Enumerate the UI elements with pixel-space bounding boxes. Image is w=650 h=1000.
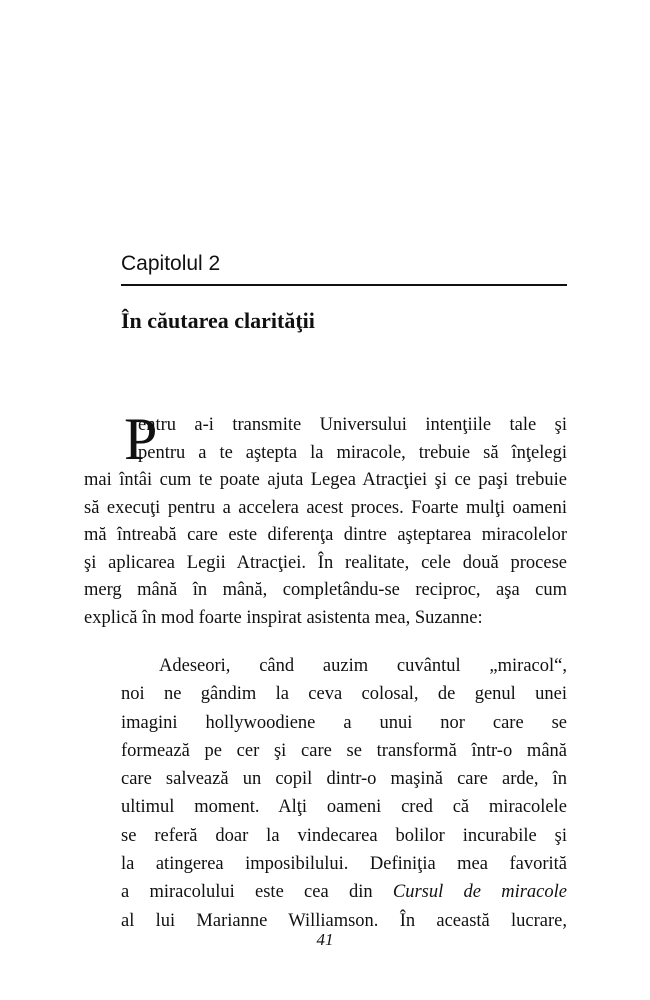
quote-line: ultimul moment. Alţi oameni cred că miracolele bbox=[121, 797, 567, 818]
intro-paragraph bbox=[84, 406, 567, 632]
page-number: 41 bbox=[316, 930, 334, 949]
quote-line: se referă doar la vindecarea bolilor incurabile şi bbox=[121, 825, 567, 846]
paragraph-line: entru a-i transmite Universului intenţiile tale şi bbox=[138, 415, 567, 435]
quote-line: al lui Marianne Williamson. În această lucrare, bbox=[121, 910, 567, 931]
quote-text: a miracolului este cea din bbox=[121, 882, 393, 903]
chapter-divider bbox=[121, 284, 567, 286]
paragraph-line: să execuţi pentru a accelera acest proces. Foarte mulţi oameni bbox=[84, 497, 567, 518]
quote-line: Adeseori, când auzim cuvântul „miracol“, bbox=[159, 656, 567, 676]
drop-cap: P bbox=[124, 406, 158, 472]
paragraph-line: pentru a te aştepta la miracole, trebuie să înţelegi bbox=[138, 442, 567, 463]
quote-line: care salvează un copil dintr-o maşină care arde, în bbox=[121, 769, 567, 790]
quote-line: imagini hollywoodiene a unui nor care se bbox=[121, 712, 567, 733]
chapter-title: În căutarea clarităţii bbox=[121, 308, 315, 333]
block-quote bbox=[121, 652, 567, 935]
quote-line: noi ne gândim la ceva colosal, de genul unei bbox=[121, 684, 567, 705]
paragraph-line: şi aplicarea Legii Atracţiei. În realitate, cele două procese bbox=[84, 552, 567, 573]
book-title: Cursul de miracole bbox=[392, 882, 567, 903]
paragraph-line: merg mână în mână, completându-se reciproc, aşa cum bbox=[84, 580, 567, 600]
paragraph-line: mă întreabă care este diferenţa dintre aşteptarea miracolelor bbox=[84, 525, 567, 545]
paragraph-line: explică în mod foarte inspirat asistenta mea, Suzanne: bbox=[84, 607, 483, 628]
chapter-label: Capitolul 2 bbox=[121, 252, 221, 275]
quote-line: formează pe cer şi care se transformă într-o mână bbox=[121, 740, 567, 761]
quote-line: la atingerea imposibilului. Definiţia mea favorită bbox=[121, 854, 567, 875]
paragraph-line: mai întâi cum te poate ajuta Legea Atracţiei şi ce paşi trebuie bbox=[84, 470, 567, 490]
quote-line bbox=[121, 878, 567, 906]
